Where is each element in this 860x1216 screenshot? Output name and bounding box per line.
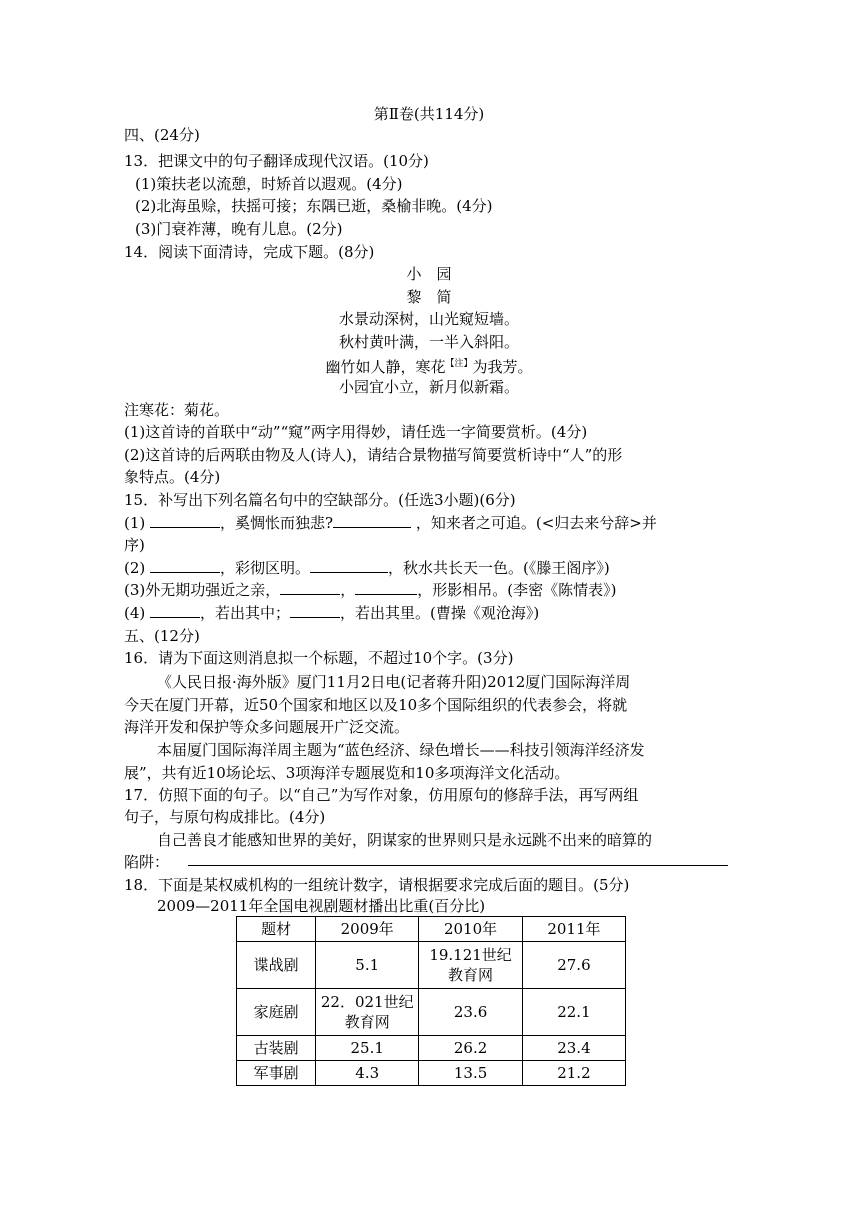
q13-item-1: (1)策扶老以流憩，时矫首以遐观。(4分) [135, 175, 403, 193]
table-header-row [237, 917, 626, 942]
poem-line-2: 秋村黄叶满，一半入斜阳。 [338, 333, 519, 351]
blank-2a[interactable] [150, 558, 220, 573]
table-caption: 2009—2011年全国电视剧题材播出比重(百分比) [157, 897, 486, 915]
table-cell: 26.2 [419, 1036, 523, 1061]
blank-1b[interactable] [333, 513, 411, 528]
table-cell: 22.1 [522, 989, 625, 1036]
part-five-heading: 五、(12分) [124, 627, 200, 645]
q15-4-text-a: ，若出其中； [200, 604, 291, 622]
q17-example-a: 自己善良才能感知世界的美好，阴谋家的世界则只是永远跳不出来的暗算的 [157, 831, 653, 849]
poem-line-3 [124, 354, 734, 378]
q15-3-text-a: (3)外无期功强近之亲， [124, 581, 281, 599]
poem-line-3a: 幽竹如人静，寒花 [325, 358, 446, 376]
q15-1-text-b: ，知来者之可追。(<归去来兮辞>并 [415, 514, 657, 532]
q16-p1b: 今天在厦门开幕，近50个国家和地区以及10多个国际组织的代表参会，将就 [124, 696, 628, 714]
poem-line-4: 小园宜小立，新月似新霜。 [338, 378, 519, 396]
q15-line-4 [124, 603, 734, 624]
q15-2-text-a: ，彩彻区明。 [220, 559, 311, 577]
blank-3b[interactable] [355, 580, 417, 595]
table-cell: 23.6 [419, 989, 523, 1036]
q15-2-text-b: ，秋水共长天一色。(《滕王阁序》) [388, 559, 610, 577]
q15-line-1-cont: 序) [124, 536, 145, 554]
section-title: 第Ⅱ卷(共114分) [373, 105, 485, 123]
q13-item-3: (3)门衰祚薄，晚有儿息。(2分) [135, 220, 343, 238]
header-cell: 2009年 [316, 917, 419, 942]
q14-sub-2b: 象特点。(4分) [124, 468, 221, 486]
q17-stem-a: 17．仿照下面的句子。以“自己”为写作对象，仿用原句的修辞手法，再写两组 [124, 786, 639, 804]
q15-line-2 [124, 558, 734, 579]
table-cell [316, 989, 419, 1036]
note-mark: 【注】 [445, 359, 473, 369]
q15-4-text-b: ，若出其里。(曹操《观沧海》) [340, 604, 540, 622]
table-cell: 5.1 [316, 942, 419, 989]
blank-2b[interactable] [310, 558, 388, 573]
statistics-table [236, 916, 626, 1086]
q16-p2a: 本届厦门国际海洋周主题为“蓝色经济、绿色增长——科技引领海洋经济发 [157, 741, 645, 759]
row-label: 古装剧 [237, 1036, 316, 1061]
q15-line-3 [124, 580, 734, 601]
q15-1-num: (1) [124, 514, 146, 532]
q14-stem: 14．阅读下面清诗，完成下题。(8分) [124, 243, 375, 261]
q15-3-comma: ， [340, 581, 356, 599]
q16-stem: 16．请为下面这则消息拟一个标题，不超过10个字。(3分) [124, 649, 514, 667]
table-row [237, 989, 626, 1036]
poem-line-3b: 为我芳。 [472, 358, 533, 376]
cell-line: 教育网 [448, 966, 494, 984]
table-cell: 25.1 [316, 1036, 419, 1061]
cell-line: 教育网 [344, 1013, 390, 1031]
table-row [237, 942, 626, 989]
q15-2-num: (2) [124, 559, 146, 577]
blank-1a[interactable] [150, 513, 220, 528]
poem-author: 黎 简 [406, 288, 452, 306]
poem-title: 小 园 [406, 265, 452, 283]
table-cell: 21.2 [522, 1061, 625, 1086]
table-cell [419, 942, 523, 989]
q14-sub-1: (1)这首诗的首联中“动”“窥”两字用得妙，请任选一字简要赏析。(4分) [124, 423, 588, 441]
cell-line: 22．021世纪 [320, 993, 414, 1011]
poem-note: 注寒花：菊花。 [124, 401, 230, 419]
q16-p1c: 海洋开发和保护等众多问题展开广泛交流。 [124, 718, 410, 736]
q18-stem: 18．下面是某权威机构的一组统计数字，请根据要求完成后面的题目。(5分) [124, 876, 630, 894]
poem-line-1: 水景动深树，山光窥短墙。 [338, 310, 519, 328]
part-four-heading: 四、(24分) [124, 126, 200, 144]
q15-line-1 [124, 513, 734, 534]
table-cell: 4.3 [316, 1061, 419, 1086]
q15-3-text-b: ，形影相吊。(李密《陈情表》) [417, 581, 617, 599]
q16-p1a: 《人民日报·海外版》厦门11月2日电(记者蒋升阳)2012厦门国际海洋周 [157, 673, 631, 691]
q15-1-text-a: ，奚惆怅而独悲? [220, 514, 334, 532]
q17-answer-line[interactable] [188, 865, 728, 866]
table-row [237, 1061, 626, 1086]
header-cell: 题材 [237, 917, 316, 942]
blank-4b[interactable] [290, 603, 340, 618]
q13-stem: 13．把课文中的句子翻译成现代汉语。(10分) [124, 152, 429, 170]
cell-line: 19.121世纪 [429, 946, 512, 964]
q15-4-num: (4) [124, 604, 146, 622]
q17-example-b: 陷阱： [124, 853, 170, 871]
row-label: 谍战剧 [237, 942, 316, 989]
blank-4a[interactable] [150, 603, 200, 618]
q13-item-2: (2)北海虽赊，扶摇可接；东隅已逝，桑榆非晚。(4分) [135, 197, 493, 215]
row-label: 家庭剧 [237, 989, 316, 1036]
q17-stem-b: 句子，与原句构成排比。(4分) [124, 808, 326, 826]
header-cell: 2011年 [522, 917, 625, 942]
row-label: 军事剧 [237, 1061, 316, 1086]
blank-3a[interactable] [280, 580, 340, 595]
table-cell: 13.5 [419, 1061, 523, 1086]
table-cell: 27.6 [522, 942, 625, 989]
table-cell: 23.4 [522, 1036, 625, 1061]
table-row [237, 1036, 626, 1061]
q16-p2b: 展”，共有近10场论坛、3项海洋专题展览和10多项海洋文化活动。 [124, 764, 570, 782]
q14-sub-2a: (2)这首诗的后两联由物及人(诗人)，请结合景物描写简要赏析诗中“人”的形 [124, 446, 623, 464]
q15-stem: 15．补写出下列名篇名句中的空缺部分。(任选3小题)(6分) [124, 491, 516, 509]
header-cell: 2010年 [419, 917, 523, 942]
